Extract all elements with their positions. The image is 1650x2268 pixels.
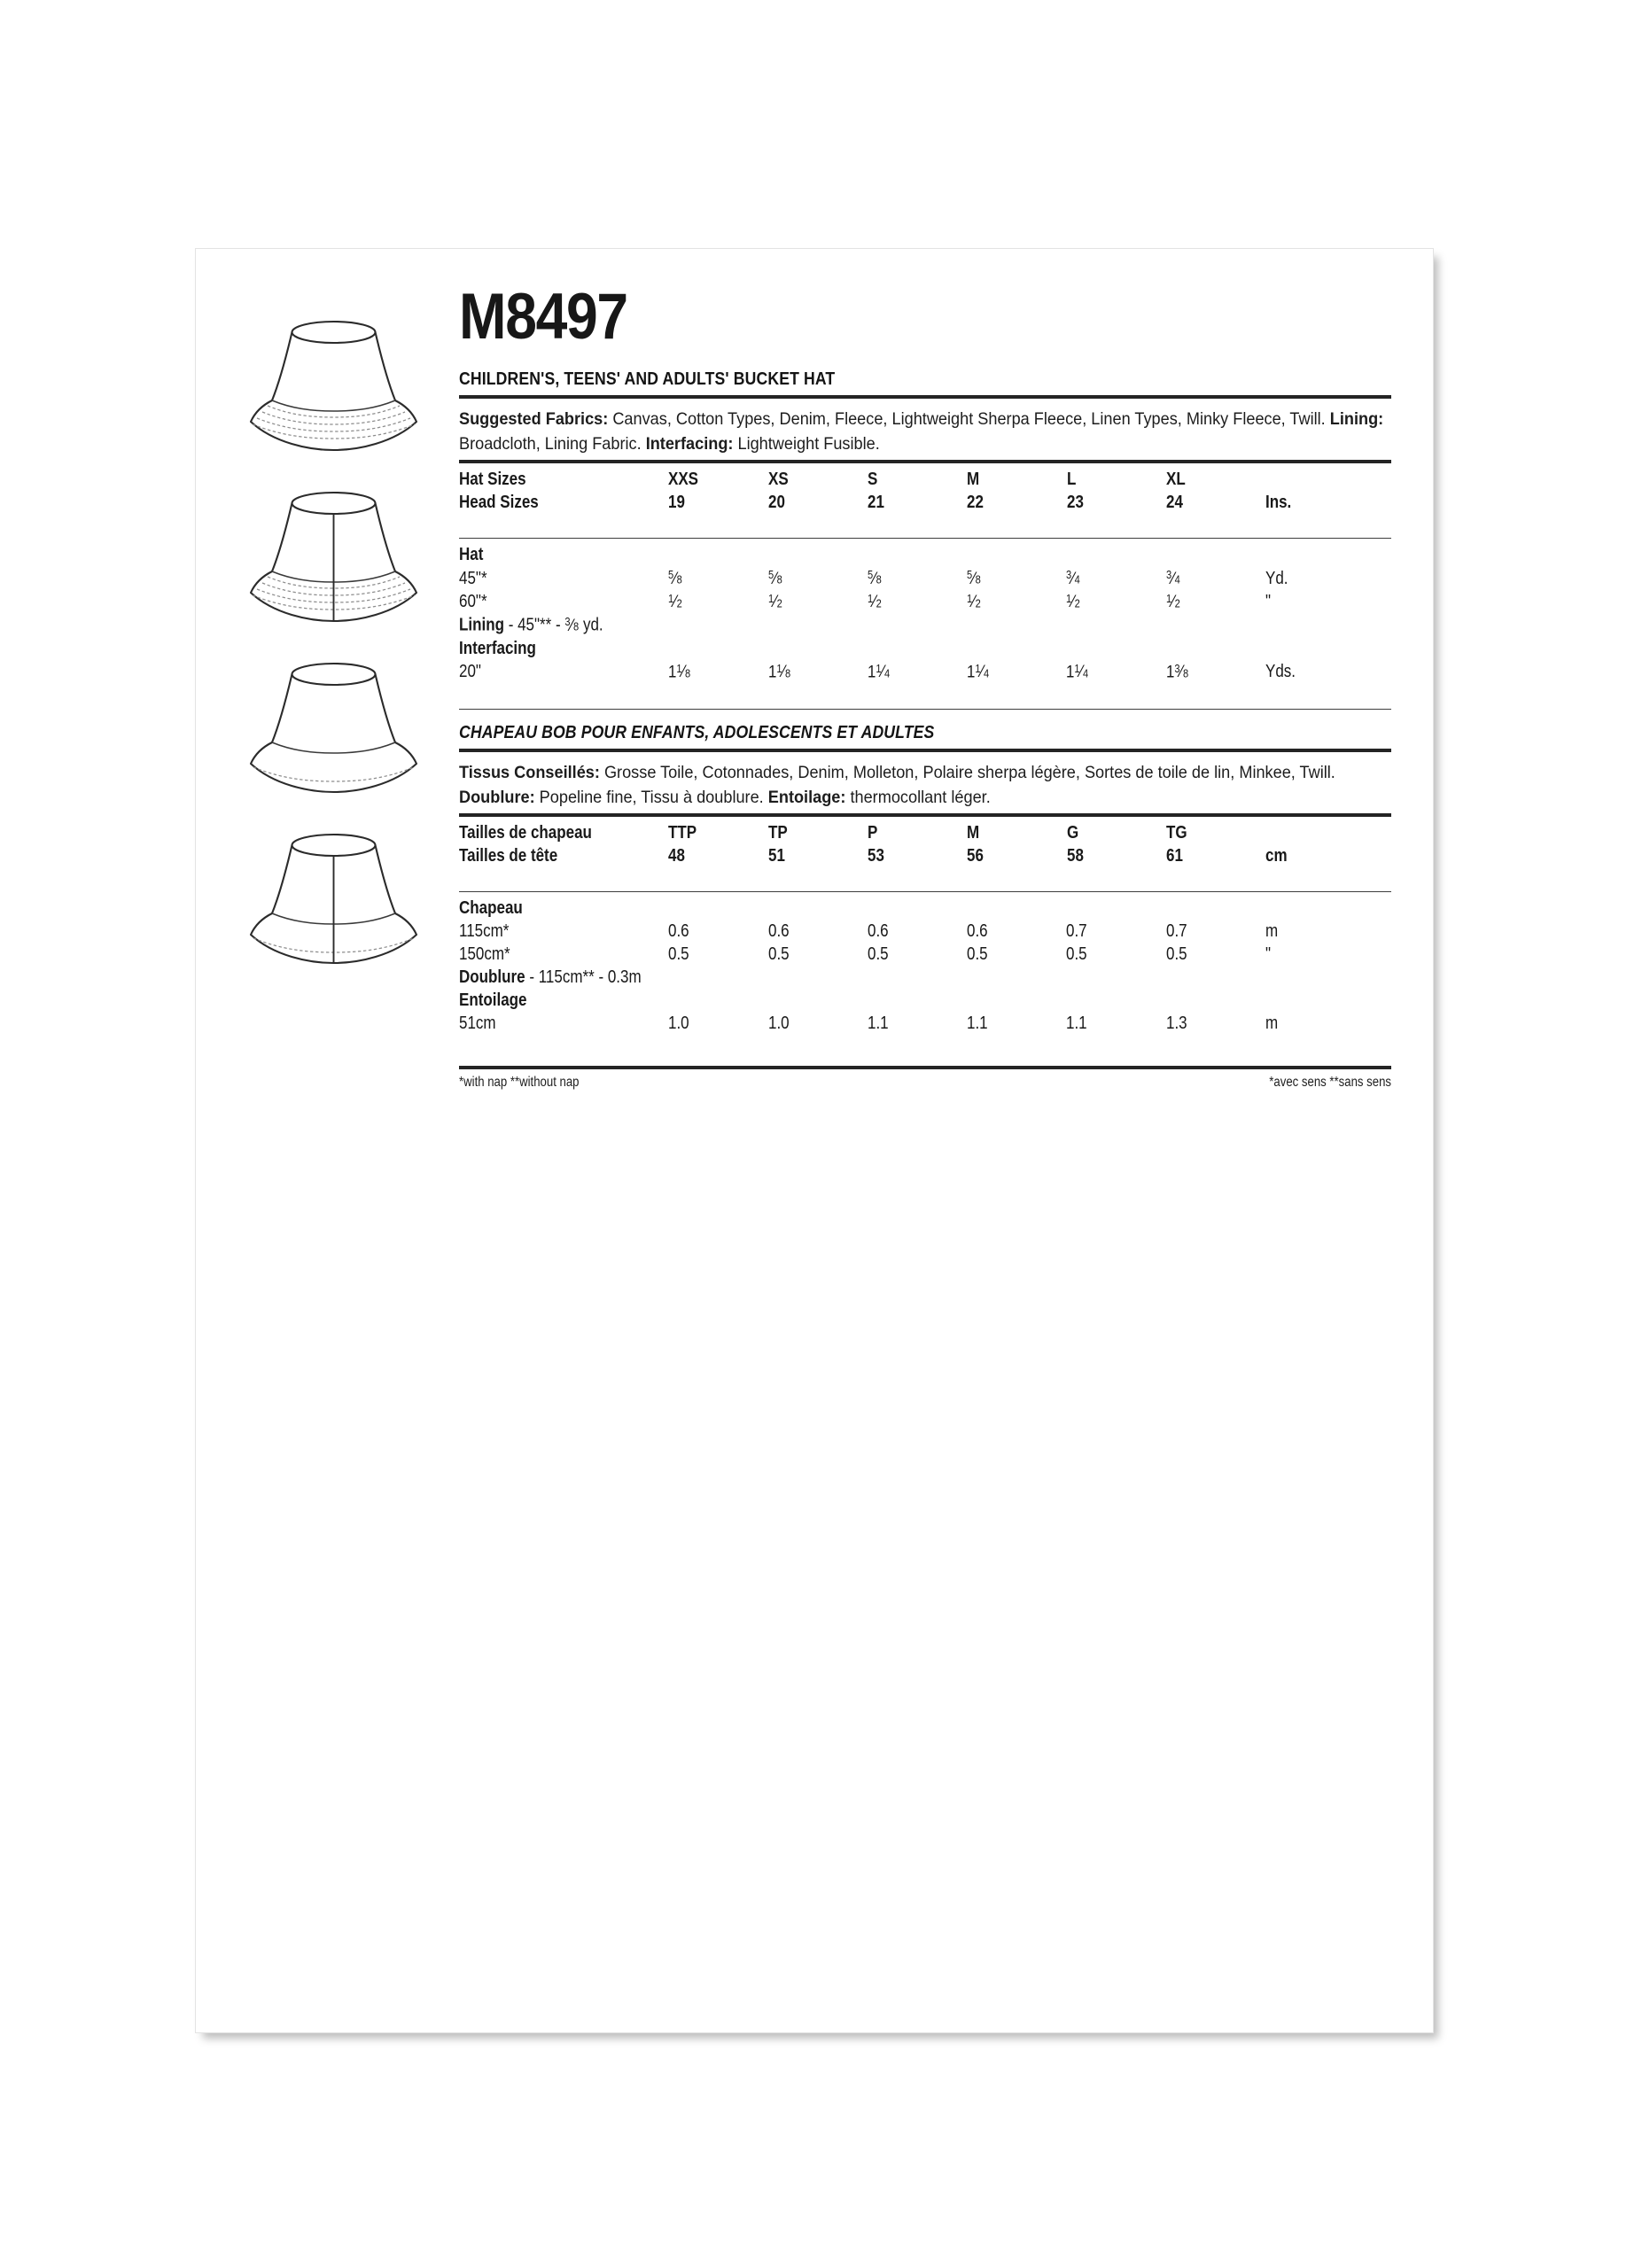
group-label-hat: Hat xyxy=(459,545,484,565)
yardage-cell: $^1⁄_2$ xyxy=(1066,591,1081,612)
hat-size-cell: TTP xyxy=(668,823,697,843)
head-size-cell: 22 xyxy=(967,493,985,513)
row-label-115cm: 115cm* xyxy=(459,921,510,942)
yardage-cell: $^1⁄_2$ xyxy=(1165,591,1180,612)
head-size-cell: 48 xyxy=(668,846,686,866)
yardage-cell: $^1⁄_2$ xyxy=(867,591,882,612)
group-label-entoilage: Entoilage xyxy=(459,990,527,1011)
metrage-cell: 1.0 xyxy=(668,1014,690,1034)
line-drawings-panel xyxy=(238,300,449,984)
suggested-fabrics-label: Suggested Fabrics: xyxy=(459,409,609,429)
bucket-hat-view-c xyxy=(238,642,429,797)
hat-size-cell: XS xyxy=(767,470,789,490)
entoilage-label: Entoilage: xyxy=(767,788,846,808)
metrage-cell: 0.5 xyxy=(967,944,988,965)
yardage-cell: $^1⁄_2$ xyxy=(967,591,982,612)
yardage-cell: $1^1⁄_4$ xyxy=(1066,661,1089,682)
french-yardage-table xyxy=(459,897,1391,1036)
table-row xyxy=(459,544,1391,567)
table-row xyxy=(459,822,1391,845)
hat-size-cell: TP xyxy=(767,823,788,843)
pattern-number: M8497 xyxy=(459,281,627,353)
table-row xyxy=(459,492,1391,515)
lining-label: Lining: xyxy=(1329,409,1384,429)
hat-size-cell: M xyxy=(967,470,980,490)
hat-size-cell: P xyxy=(867,823,878,843)
unit-cell: " xyxy=(1265,944,1272,965)
french-sizing-table xyxy=(459,822,1391,868)
interfacing-text: Lightweight Fusible. xyxy=(733,434,880,454)
head-size-cell: 53 xyxy=(867,846,884,866)
bucket-hat-view-a xyxy=(238,300,429,455)
metrage-cell: 0.5 xyxy=(867,944,889,965)
table-row xyxy=(459,1013,1391,1036)
english-yardage-table-block xyxy=(459,539,1391,684)
head-size-cell: 51 xyxy=(767,846,785,866)
english-sizing-table-block xyxy=(459,463,1391,515)
lining-text: Broadcloth, Lining Fabric. xyxy=(459,434,646,454)
nap-footnotes xyxy=(459,1069,1391,1091)
yardage-cell: $1^1⁄_4$ xyxy=(867,661,891,682)
yardage-cell: $^5⁄_8$ xyxy=(668,568,683,588)
row-label-51cm: 51cm xyxy=(459,1014,496,1034)
metrage-cell: 0.6 xyxy=(767,921,790,942)
lining-yardage-note: Lining - 45"** - $^3⁄_8$ yd. xyxy=(459,615,603,635)
table-row xyxy=(459,967,1391,990)
tissus-conseilles-label: Tissus Conseillés: xyxy=(459,763,600,783)
row-label-45in: 45"* xyxy=(459,568,487,588)
hat-size-cell: M xyxy=(967,823,980,843)
english-fabrics-paragraph xyxy=(459,399,1391,460)
french-yardage-table-block xyxy=(459,892,1391,1036)
hat-size-cell: TG xyxy=(1165,823,1187,843)
head-size-cell: 24 xyxy=(1165,493,1183,513)
yardage-cell: $^3⁄_4$ xyxy=(1066,568,1081,588)
english-yardage-table xyxy=(459,544,1391,684)
table-row xyxy=(459,591,1391,614)
row-label-tailles-chapeau: Tailles de chapeau xyxy=(459,823,592,843)
row-label-head-sizes: Head Sizes xyxy=(459,493,539,513)
head-size-cell: 56 xyxy=(967,846,985,866)
metrage-cell: 0.5 xyxy=(767,944,790,965)
metrage-cell: 0.7 xyxy=(1066,921,1088,942)
metrage-cell: 1.1 xyxy=(867,1014,889,1034)
doublure-metrage-note: Doublure - 115cm** - 0.3m xyxy=(459,967,642,988)
metrage-cell: 0.6 xyxy=(867,921,889,942)
metrage-cell: 0.5 xyxy=(668,944,690,965)
hat-size-cell: S xyxy=(867,470,878,490)
row-label-20in: 20" xyxy=(459,662,481,682)
hat-size-cell: XXS xyxy=(668,470,699,490)
unit-cell: " xyxy=(1265,592,1272,612)
head-size-unit: Ins. xyxy=(1265,493,1292,513)
metrage-cell: 1.1 xyxy=(1066,1014,1088,1034)
hat-size-cell: G xyxy=(1066,823,1078,843)
head-size-cell: 19 xyxy=(668,493,686,513)
footnote-english: *with nap **without nap xyxy=(459,1075,580,1091)
row-label-150cm: 150cm* xyxy=(459,944,510,965)
footer-section xyxy=(459,1066,1391,1091)
head-size-cell: 23 xyxy=(1066,493,1084,513)
table-row xyxy=(459,567,1391,590)
hat-size-cell: L xyxy=(1066,470,1076,490)
suggested-fabrics-text: Canvas, Cotton Types, Denim, Fleece, Lightweight Sherpa Fleece, Linen Types, Minky Fleece, Twill. xyxy=(608,409,1330,429)
pattern-info-column xyxy=(459,281,1391,1091)
metrage-cell: 1.1 xyxy=(967,1014,988,1034)
group-label-chapeau: Chapeau xyxy=(459,898,523,919)
english-sizing-table xyxy=(459,469,1391,515)
yardage-cell: $1^1⁄_4$ xyxy=(967,661,990,682)
group-label-interfacing: Interfacing xyxy=(459,638,536,658)
row-label-tailles-tete: Tailles de tête xyxy=(459,846,558,866)
metrage-cell: 1.0 xyxy=(767,1014,790,1034)
yardage-cell: $1^1⁄_8$ xyxy=(767,661,790,682)
metrage-cell: 0.7 xyxy=(1165,921,1187,942)
metrage-cell: 1.3 xyxy=(1165,1014,1187,1034)
french-garment-title: CHAPEAU BOB POUR ENFANTS, ADOLESCENTS ET ADULTES xyxy=(459,722,935,743)
yardage-cell: $^1⁄_2$ xyxy=(767,591,782,612)
yardage-cell: $^5⁄_8$ xyxy=(967,568,982,588)
table-row xyxy=(459,845,1391,868)
bucket-hat-view-d xyxy=(238,813,429,968)
french-sizing-table-block xyxy=(459,817,1391,868)
unit-cell: Yds. xyxy=(1265,662,1296,682)
table-row xyxy=(459,614,1391,637)
entoilage-text: thermocollant léger. xyxy=(845,788,991,808)
metrage-cell: 0.6 xyxy=(967,921,988,942)
unit-cell xyxy=(1265,822,1391,845)
english-garment-title: CHILDREN'S, TEENS' AND ADULTS' BUCKET HAT xyxy=(459,369,836,389)
hat-size-cell: XL xyxy=(1165,470,1186,490)
yardage-cell: $^1⁄_2$ xyxy=(668,591,683,612)
unit-cell: m xyxy=(1265,1014,1279,1034)
head-size-cell: 58 xyxy=(1066,846,1084,866)
row-label-hat-sizes: Hat Sizes xyxy=(459,470,526,490)
table-row xyxy=(459,638,1391,661)
unit-cell: m xyxy=(1265,921,1279,942)
interfacing-label: Interfacing: xyxy=(645,434,734,454)
yardage-cell: $^5⁄_8$ xyxy=(767,568,782,588)
table-row xyxy=(459,990,1391,1013)
table-row xyxy=(459,920,1391,944)
yardage-cell: $^5⁄_8$ xyxy=(867,568,882,588)
yardage-cell: $1^1⁄_8$ xyxy=(668,661,691,682)
pattern-envelope-back-page xyxy=(195,248,1434,2033)
doublure-text: Popeline fine, Tissu à doublure. xyxy=(534,788,768,808)
table-row xyxy=(459,897,1391,920)
yardage-cell: $1^3⁄_8$ xyxy=(1165,661,1188,682)
head-size-unit: cm xyxy=(1265,846,1288,866)
doublure-label: Doublure: xyxy=(459,788,535,808)
head-size-cell: 61 xyxy=(1165,846,1183,866)
footnote-french: *avec sens **sans sens xyxy=(1269,1075,1391,1091)
french-fabrics-paragraph xyxy=(459,752,1391,813)
metrage-cell: 0.6 xyxy=(668,921,690,942)
table-row xyxy=(459,661,1391,684)
unit-cell: Yd. xyxy=(1265,568,1288,588)
tissus-conseilles-text: Grosse Toile, Cotonnades, Denim, Molleton, Polaire sherpa légère, Sortes de toile de lin, Minkee, Twill. xyxy=(599,763,1335,783)
table-row xyxy=(459,469,1391,492)
row-label-60in: 60"* xyxy=(459,592,487,612)
head-size-cell: 21 xyxy=(867,493,884,513)
metrage-cell: 0.5 xyxy=(1165,944,1187,965)
table-row xyxy=(459,944,1391,967)
bucket-hat-view-b xyxy=(238,471,429,626)
yardage-cell: $^3⁄_4$ xyxy=(1165,568,1180,588)
metrage-cell: 0.5 xyxy=(1066,944,1088,965)
head-size-cell: 20 xyxy=(767,493,785,513)
unit-cell xyxy=(1265,469,1391,492)
